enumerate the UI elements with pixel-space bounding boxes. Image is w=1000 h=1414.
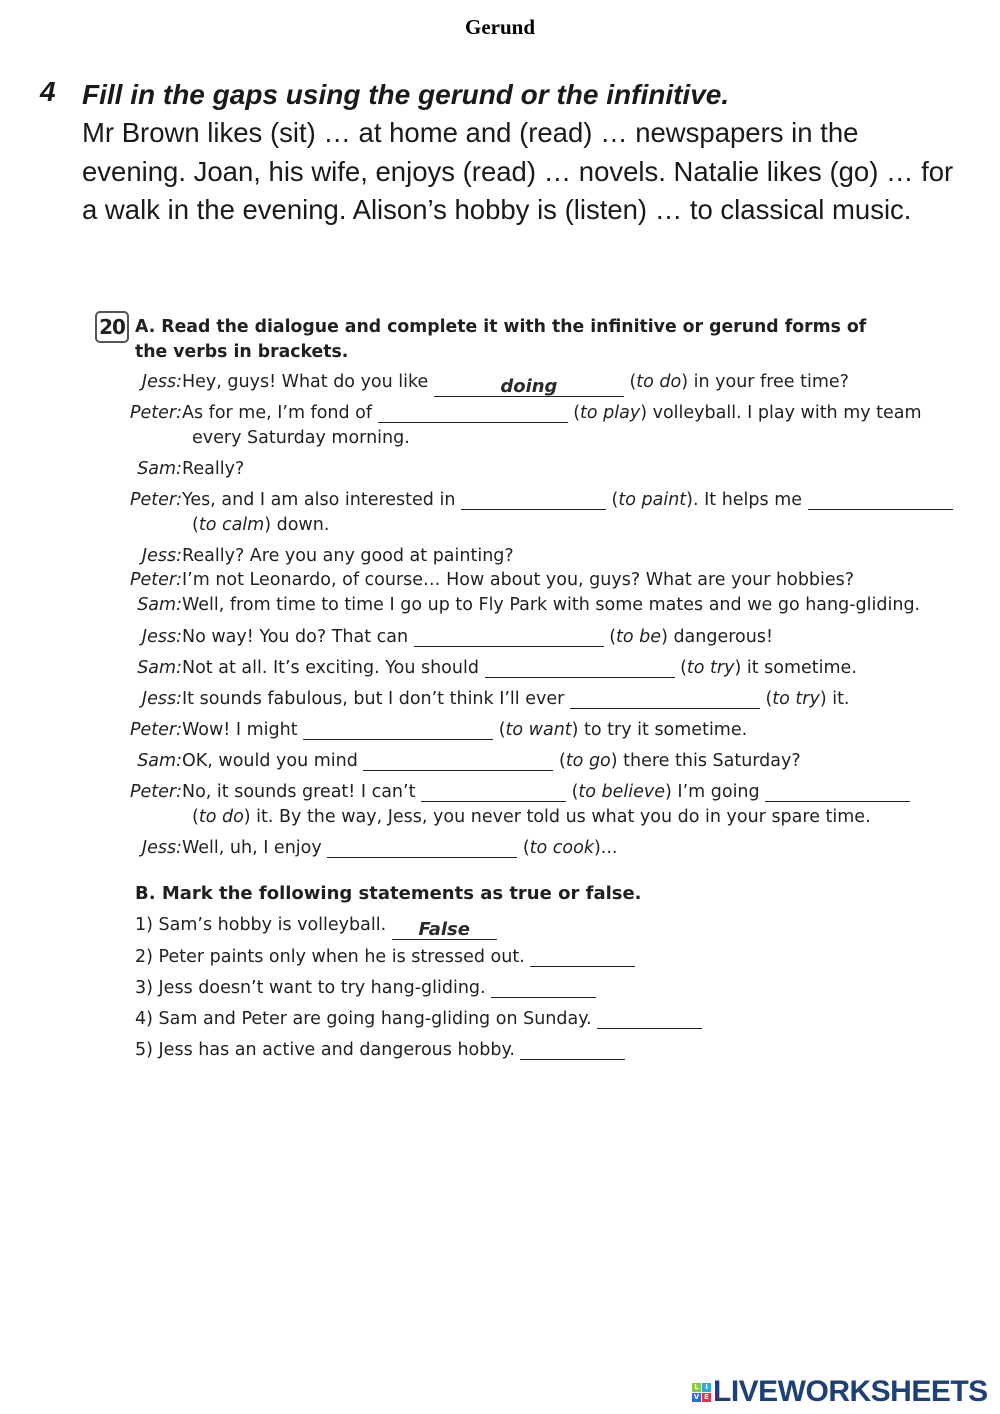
dialogue-text: Wow! I might [182,720,304,740]
dialogue-line [0,457,1000,482]
answer-blank[interactable]: doing [434,376,624,397]
dialogue-text: ( [493,720,506,740]
true-false-blank[interactable] [530,946,635,967]
statement-item: 5) Jess has an active and dangerous hobby. [135,1039,625,1060]
verb-hint: to believe [578,782,666,802]
dialogue-line [0,426,1000,451]
dialogue-line [0,749,1000,774]
true-false-blank[interactable]: False [392,919,497,940]
verb-hint: to play [580,403,641,423]
true-false-blank[interactable] [491,977,596,998]
verb-hint: to do [198,807,244,827]
dialogue-line [0,687,1000,712]
dialogue-line [0,544,1000,569]
answer-blank[interactable] [414,626,604,647]
logo-tile: V [693,1392,700,1401]
verb-hint: to cook [529,838,594,858]
dialogue-text: No, it sounds great! I can’t [182,782,422,802]
dialogue-text: )... [593,838,618,858]
verb-hint: to try [772,689,820,709]
speaker-name: Sam: [137,459,182,479]
speaker-name: Peter: [129,490,182,510]
dialogue-text: ( [553,751,566,771]
dialogue-text: ) it sometime. [734,658,857,678]
dialogue-line [0,625,1000,650]
dialogue-line [0,718,1000,743]
answer-blank[interactable] [765,781,910,802]
logo-tile: L [692,1383,701,1392]
logo-tile: I [702,1383,711,1392]
dialogue-line [0,780,1000,805]
exercise-text: Mr Brown likes (sit) … at home and (read) … newspapers in the evening. Joan, his wife, enjoys (read) … novels. Natalie likes (go) … for a walk in the evening. Alison’s hobby is (listen) … to classical music. [82,117,954,225]
dialogue-text: As for me, I’m fond of [182,403,378,423]
logo-tile: E [702,1393,711,1402]
dialogue-text: Not at all. It’s exciting. You should [182,658,485,678]
speaker-name: Peter: [129,720,182,740]
speaker-name: Jess: [141,372,182,392]
exercise-4 [40,76,970,230]
answer-blank[interactable] [421,781,566,802]
verb-hint: to want [505,720,572,740]
dialogue-text: ) dangerous! [661,627,773,647]
dialogue-text: ( [759,689,773,709]
dialogue-text: Well, from time to time I go up to Fly Park with some mates and we go hang-gliding. [182,595,921,615]
logo-tiles [692,1383,711,1402]
dialogue-text: ) volleyball. I play with my team [640,403,922,423]
verb-hint: to do [636,372,682,392]
dialogue-text: ( [605,490,619,510]
dialogue-line [0,513,1000,538]
verb-hint: to calm [198,515,265,535]
answer-blank[interactable] [327,837,517,858]
liveworksheets-logo [692,1375,988,1409]
dialogue-line [0,370,1000,395]
speaker-name: Jess: [141,838,182,858]
exercise-number-badge: 20 [95,311,129,343]
dialogue-text: ) it. By the way, Jess, you never told us what you do in your spare time. [243,807,871,827]
dialogue-text: ( [517,838,530,858]
true-false-blank[interactable] [597,1008,702,1029]
dialogue-line [0,568,1000,593]
speaker-name: Peter: [129,782,182,802]
speaker-name: Sam: [137,658,182,678]
speaker-name: Peter: [129,570,182,590]
verb-hint: to paint [618,490,687,510]
statement-item: 4) Sam and Peter are going hang-gliding on Sunday. [135,1008,702,1029]
speaker-name: Sam: [137,595,182,615]
statement-item: 3) Jess doesn’t want to try hang-gliding. [135,977,596,998]
dialogue-line [0,488,1000,513]
dialogue-line [0,593,1000,618]
statement-item: 1) Sam’s hobby is volleyball. False [135,915,497,940]
dialogue-text: I’m not Leonardo, of course… How about you, guys? What are your hobbies? [182,570,855,590]
verb-hint: to go [565,751,611,771]
dialogue-line [0,836,1000,861]
page-title: Gerund [464,15,535,39]
dialogue-text: Really? Are you any good at painting? [182,546,514,566]
speaker-name: Jess: [141,689,182,709]
dialogue-text: ) in your free time? [681,372,849,392]
answer-blank[interactable] [570,688,760,709]
part-b-instruction: B. Mark the following statements as true or false. [135,883,642,904]
answer-blank[interactable] [808,489,953,510]
answer-blank[interactable] [303,719,493,740]
part-a-instruction: A. Read the dialogue and complete it with the infinitive or gerund forms of the verbs in brackets. [135,316,867,362]
dialogue-text: ( [623,372,637,392]
speaker-name: Jess: [141,546,182,566]
dialogue-text: ) it. [819,689,850,709]
answer-blank[interactable] [461,489,606,510]
dialogue-text: ( [567,403,581,423]
dialogue-text: ( [603,627,617,647]
dialogue-text: ) to try it sometime. [571,720,748,740]
dialogue-text: OK, would you mind [182,751,364,771]
true-false-blank[interactable] [520,1039,625,1060]
verb-hint: to be [616,627,662,647]
dialogue-text: ( [192,807,199,827]
speaker-name: Sam: [137,751,182,771]
dialogue-text: Well, uh, I enjoy [182,838,328,858]
dialogue-text: ( [674,658,687,678]
dialogue-line [0,656,1000,681]
dialogue-text: ) down. [264,515,330,535]
dialogue-text: ( [566,782,579,802]
answer-blank[interactable] [485,657,675,678]
dialogue-text: It sounds fabulous, but I don’t think I’ll ever [182,689,570,709]
speaker-name: Peter: [129,403,182,423]
exercise-heading: Fill in the gaps using the gerund or the infinitive. [82,79,730,110]
answer-blank[interactable] [378,402,568,423]
dialogue-line [0,401,1000,426]
dialogue-text: every Saturday morning. [192,428,410,448]
answer-blank[interactable] [363,750,553,771]
dialogue-text: No way! You do? That can [182,627,414,647]
exercise-number: 4 [40,76,56,107]
dialogue-text: ). It helps me [686,490,808,510]
dialogue-text: ( [192,515,199,535]
dialogue-text: Yes, and I am also interested in [182,490,461,510]
logo-text: LIVEWORKSHEETS [713,1375,988,1408]
verb-hint: to try [686,658,735,678]
speaker-name: Jess: [141,627,182,647]
dialogue-text: Really? [182,459,245,479]
dialogue-text: ) I’m going [665,782,766,802]
dialogue-text: Hey, guys! What do you like [182,372,434,392]
dialogue-line [0,805,1000,830]
statement-item: 2) Peter paints only when he is stressed out. [135,946,635,967]
dialogue-text: ) there this Saturday? [610,751,801,771]
